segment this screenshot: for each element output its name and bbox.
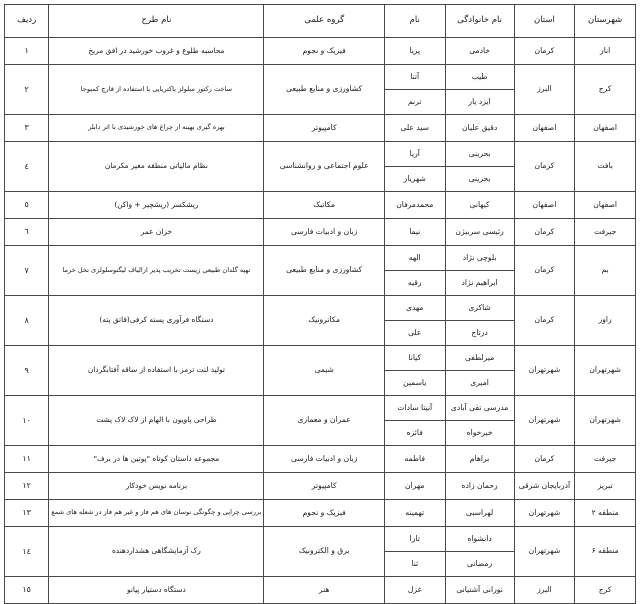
table-row [5,65,636,90]
header-family-name: نام خانوادگی [445,5,514,38]
cell-shahrestan: انار [575,38,636,65]
cell-shahrestan: کرج [575,65,636,115]
cell-family-name: رمضانی [445,552,514,577]
cell-name: تارا [384,527,445,552]
cell-ostan: کرمان [514,219,575,246]
cell-shahrestan: راور [575,296,636,346]
cell-shahrestan: شهرتهران [575,346,636,396]
table-row [5,527,636,552]
cell-name: الهه [384,246,445,271]
header-row-number: ردیف [5,5,49,38]
cell-ostan: شهرتهران [514,346,575,396]
cell-name: غزل [384,577,445,604]
cell-tarh: مجموعه داستان کوتاه "پوتین ها در برف" [49,446,264,473]
table-row [5,219,636,246]
cell-shahrestan: شهرتهران [575,396,636,446]
cell-family-name: خیرخواه [445,421,514,446]
table-row [5,192,636,219]
cell-name: علی [384,321,445,346]
cell-shahrestan: بم [575,246,636,296]
cell-shahrestan: بافت [575,142,636,192]
cell-goruh: عمران و معماری [264,396,384,446]
cell-tarh: بهره گیری بهینه از چراغ های خورشیدی با اثر دابلر [49,115,264,142]
header-scientific-group: گروه علمی [264,5,384,38]
cell-radif: ۱٥ [5,577,49,604]
cell-shahrestan: جیرفت [575,446,636,473]
cell-family-name: بحرینی [445,167,514,192]
cell-tarh: محاسبه طلوع و غروب خورشید در افق مریخ [49,38,264,65]
cell-radif: ٦ [5,219,49,246]
cell-family-name: طیب [445,65,514,90]
cell-goruh: کامپیوتر [264,473,384,500]
cell-tarh: طراحی پاویون با الهام از لاک لاک پشت [49,396,264,446]
cell-tarh: دستگاه دستیار پیانو [49,577,264,604]
cell-tarh: نظام مالیاتی منطقه مغیر مکرمان [49,142,264,192]
header-name: نام [384,5,445,38]
cell-goruh: زبان و ادبیات فارسی [264,446,384,473]
cell-radif: ۷ [5,246,49,296]
cell-shahrestan: جیرفت [575,219,636,246]
cell-radif: ۱۰ [5,396,49,446]
table-body [5,38,636,604]
cell-ostan: اصفهان [514,192,575,219]
cell-goruh: کشاورزی و منابع طبیعی [264,246,384,296]
cell-goruh: فیزیک و نجوم [264,500,384,527]
cell-family-name: ایزد یار [445,90,514,115]
cell-name: فائزه [384,421,445,446]
cell-family-name: کیهانی [445,192,514,219]
cell-name: ترنم [384,90,445,115]
cell-tarh: دستگاه فرآوری پسته کرفی(قاتق پته) [49,296,264,346]
cell-shahrestan: کرج [575,577,636,604]
cell-tarh: ریشکسر (ریشچیر + واکن) [49,192,264,219]
cell-radif: ۸ [5,296,49,346]
cell-family-name: بلوچی نژاد [445,246,514,271]
cell-radif: ٥ [5,192,49,219]
cell-name: کیانا [384,346,445,371]
cell-family-name: میرلطفی [445,346,514,371]
cell-family-name: لهراسبی [445,500,514,527]
cell-ostan: کرمان [514,246,575,296]
cell-family-name: درتاج [445,321,514,346]
cell-family-name: نورانی آشتیانی [445,577,514,604]
cell-ostan: اصفهان [514,115,575,142]
cell-family-name: براهام [445,446,514,473]
cell-goruh: هنر [264,577,384,604]
cell-goruh: مکاترونیک [264,296,384,346]
cell-ostan: کرمان [514,446,575,473]
cell-family-name: شاکری [445,296,514,321]
table-header [5,5,636,38]
cell-shahrestan: اصفهان [575,115,636,142]
cell-radif: ۱۳ [5,500,49,527]
cell-ostan: شهرتهران [514,396,575,446]
projects-table [4,4,636,604]
table-row [5,473,636,500]
cell-ostan: کرمان [514,296,575,346]
cell-goruh: برق و الکترونیک [264,527,384,577]
cell-radif: ۱۲ [5,473,49,500]
cell-family-name: مدرسی تقی آبادی [445,396,514,421]
cell-goruh: زبان و ادبیات فارسی [264,219,384,246]
cell-family-name: دانشواه [445,527,514,552]
cell-ostan: البرز [514,65,575,115]
cell-radif: ۳ [5,115,49,142]
cell-ostan: آذربایجان شرقی [514,473,575,500]
cell-radif: ۹ [5,346,49,396]
cell-radif: ۱۱ [5,446,49,473]
cell-family-name: امیری [445,371,514,396]
cell-family-name: خادمی [445,38,514,65]
header-ostan: استان [514,5,575,38]
cell-shahrestan: اصفهان [575,192,636,219]
cell-family-name: رئیسی سربیژن [445,219,514,246]
cell-name: شهریار [384,167,445,192]
cell-name: سید علی [384,115,445,142]
cell-name: آنیتا سادات [384,396,445,421]
cell-shahrestan: منطقه ۲ [575,500,636,527]
cell-shahrestan: تبریز [575,473,636,500]
cell-name: پریا [384,38,445,65]
cell-name: مهران [384,473,445,500]
cell-name: فاطمه [384,446,445,473]
cell-name: مهدی [384,296,445,321]
cell-family-name: بحرینی [445,142,514,167]
cell-radif: ۱٤ [5,527,49,577]
cell-name: آتنا [384,65,445,90]
cell-tarh: تولید لنت ترمز با استفاده از ساقه آفتابگردان [49,346,264,396]
header-row [5,5,636,38]
cell-goruh: کشاورزی و منابع طبیعی [264,65,384,115]
cell-ostan: شهرتهران [514,500,575,527]
cell-radif: ۱ [5,38,49,65]
cell-name: محمدمرفان [384,192,445,219]
cell-goruh: فیزیک و نجوم [264,38,384,65]
cell-radif: ٤ [5,142,49,192]
cell-ostan: کرمان [514,142,575,192]
cell-family-name: رحمان زاده [445,473,514,500]
table-row [5,346,636,371]
cell-tarh: خزان عمر [49,219,264,246]
cell-goruh: کامپیوتر [264,115,384,142]
table-row [5,500,636,527]
cell-name: یاسمین [384,371,445,396]
cell-name: رقیه [384,271,445,296]
table-row [5,142,636,167]
header-shahrestan: شهرستان [575,5,636,38]
cell-family-name: دقیق علیان [445,115,514,142]
cell-tarh: بررسی چرایی و چگونگی نوسان های هم فاز و غیر هم فاز در شعله های شمع [49,500,264,527]
cell-goruh: مکاتبک [264,192,384,219]
cell-name: آریا [384,142,445,167]
table-row [5,115,636,142]
cell-radif: ۲ [5,65,49,115]
cell-name: نیما [384,219,445,246]
header-project-name: نام طرح [49,5,264,38]
table-row [5,38,636,65]
table-row [5,446,636,473]
cell-tarh: ساخت رکتور سلولز باکتریایی با استفاده از قارچ کمبوجا [49,65,264,115]
cell-goruh: شیمی [264,346,384,396]
table-row [5,296,636,321]
cell-ostan: شهرتهران [514,527,575,577]
cell-tarh: رک آزمایشگاهی هشداردهنده [49,527,264,577]
table-row [5,577,636,604]
cell-ostan: البرز [514,577,575,604]
cell-family-name: ابراهیم نژاد [445,271,514,296]
cell-ostan: کرمان [514,38,575,65]
cell-name: ثنا [384,552,445,577]
cell-name: تهمینه [384,500,445,527]
table-row [5,396,636,421]
cell-goruh: علوم اجتماعی و روانشناسی [264,142,384,192]
cell-shahrestan: منطقه ۶ [575,527,636,577]
table-row [5,246,636,271]
cell-tarh: برنامه نویس خودکار [49,473,264,500]
cell-tarh: تهیه گلدان طبیعی زیست تخریب پذیر ازالیاف لیگنوسلولزی نخل خرما [49,246,264,296]
